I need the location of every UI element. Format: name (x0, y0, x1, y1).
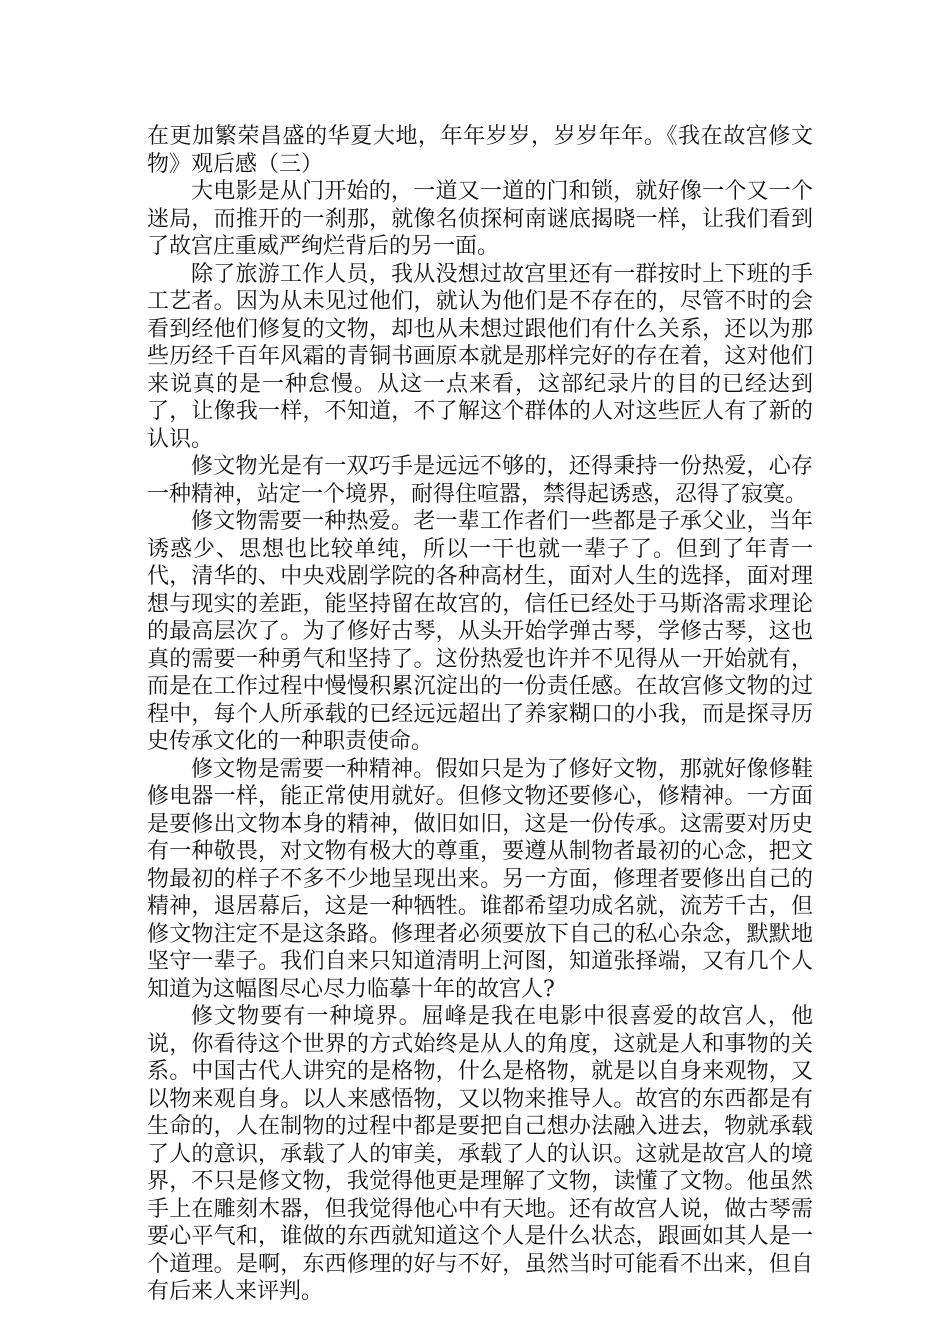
paragraph-1: 大电影是从门开始的，一道又一道的门和锁，就好像一个又一个迷局，而推开的一刹那，就像名侦探柯南谜底揭晓一样，让我们看到了故宫庄重威严绚烂背后的另一面。 (147, 179, 813, 259)
paragraph-5: 修文物是需要一种精神。假如只是为了修好文物，那就好像修鞋修电器一样，能正常使用就好。但修文物还要修心，修精神。一方面是要修出文物本身的精神，做旧如旧，这是一份传承。这需要对历史有一种敬畏，对文物有极大的尊重，要遵从制物者最初的心念，把文物最初的样子不多不少地呈现出来。另一方面，修理者要修出自己的精神，退居幕后，这是一种牺牲。谁都希望功成名就，流芳千古，但修文物注定不是这条路。修理者必须要放下自己的私心杂念，默默地坚守一辈子。我们自来只知道清明上河图，知道张择端，又有几个人知道为这幅图尽心尽力临摹十年的故宫人? (147, 756, 813, 1002)
paragraph-2: 除了旅游工作人员，我从没想过故宫里还有一群按时上下班的手工艺者。因为从未见过他们，就认为他们是不存在的，尽管不时的会看到经他们修复的文物，却也从未想过跟他们有什么关系，还以为那些历经千百年风霜的青铜书画原本就是那样完好的存在着，这对他们来说真的是一种怠慢。从这一点来看，这部纪录片的目的已经达到了，让像我一样，不知道，不了解这个群体的人对这些匠人有了新的认识。 (147, 261, 813, 452)
paragraph-0: 在更加繁荣昌盛的华夏大地，年年岁岁，岁岁年年。《我在故宫修文物》观后感（三） (147, 124, 813, 177)
paragraph-4: 修文物需要一种热爱。老一辈工作者们一些都是子承父业，当年诱惑少、思想也比较单纯，所以一干也就一辈子了。但到了年青一代，清华的、中央戏剧学院的各种高材生，面对人生的选择，面对理想与现实的差距，能坚持留在故宫的，信任已经处于马斯洛需求理论的最高层次了。为了修好古琴，从头开始学弹古琴，学修古琴，这也真的需要一种勇气和坚持了。这份热爱也许并不见得从一开始就有，而是在工作过程中慢慢积累沉淀出的一份责任感。在故宫修文物的过程中，每个人所承载的已经远远超出了养家糊口的小我，而是探寻历史传承文化的一种职责使命。 (147, 509, 813, 754)
paragraph-3: 修文物光是有一双巧手是远远不够的，还得秉持一份热爱，心存一种精神，站定一个境界，耐得住喧嚣，禁得起诱惑，忍得了寂寞。 (147, 454, 813, 507)
paragraph-6: 修文物要有一种境界。屈峰是我在电影中很喜爱的故宫人，他说，你看待这个世界的方式始终是从人的角度，这就是人和事物的关系。中国古代人讲究的是格物，什么是格物，就是以自身来观物，又以物来观自身。以人来感悟物，又以物来推导人。故宫的东西都是有生命的，人在制物的过程中都是要把自己想办法融入进去，物就承载了人的意识，承载了人的审美，承载了人的认识。这就是故宫人的境界，不只是修文物，我觉得他更是理解了文物，读懂了文物。他虽然手上在雕刻木器，但我觉得他心中有天地。还有故宫人说，做古琴需要心平气和，谁做的东西就知道这个人是什么状态，跟画如其人是一个道理。是啊，东西修理的好与不好，虽然当时可能看不出来，但自有后来人来评判。 (147, 1004, 813, 1304)
document-body (147, 123, 813, 1306)
